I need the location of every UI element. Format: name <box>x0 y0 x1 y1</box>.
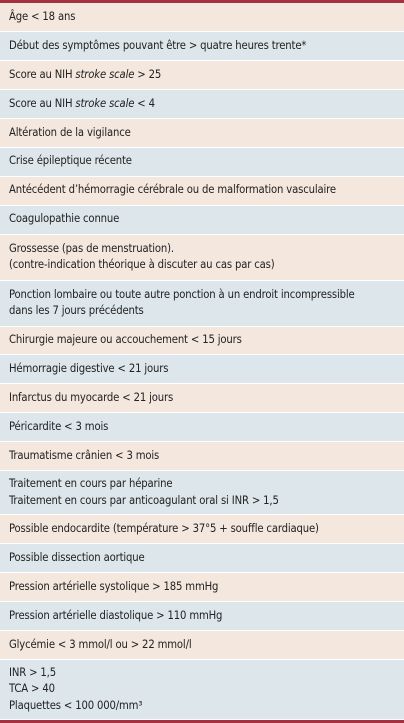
row-text: Antécédent d’hémorragie cérébrale ou de malformation vasculaire <box>9 183 336 197</box>
row-text: Traumatisme crânien < 3 mois <box>9 449 160 463</box>
table-row <box>0 515 404 544</box>
row-text: Possible dissection aortique <box>9 550 145 564</box>
row-text: Coagulopathie connue <box>9 212 120 226</box>
table-row <box>0 235 404 281</box>
row-text: TCA > 40 <box>9 682 55 696</box>
table-row <box>0 3 404 32</box>
row-text: Altération de la vigilance <box>9 125 131 139</box>
table-row <box>0 602 404 631</box>
row-text-suffix: < 4 <box>134 96 155 110</box>
table-row <box>0 471 404 515</box>
table-row <box>0 61 404 90</box>
row-text: Âge < 18 ans <box>9 9 76 23</box>
row-text: Début des symptômes pouvant être > quatre heures trente* <box>9 38 307 52</box>
row-text: Possible endocardite (température > 37°5 + souffle cardiaque) <box>9 521 319 535</box>
row-text-italic: stroke scale <box>75 96 135 110</box>
row-text-prefix: Score au NIH <box>9 96 76 110</box>
table-row <box>0 573 404 602</box>
row-text: INR > 1,5 <box>9 665 56 679</box>
row-text: Pression artérielle systolique > 185 mmHg <box>9 579 219 593</box>
row-text-suffix: > 25 <box>134 67 162 81</box>
table-row <box>0 442 404 471</box>
table-row <box>0 544 404 573</box>
table-row <box>0 355 404 384</box>
row-text: Pression artérielle diastolique > 110 mmHg <box>9 608 223 622</box>
table-row <box>0 281 404 327</box>
row-text: (contre-indication théorique à discuter au cas par cas) <box>9 258 275 272</box>
row-text: Grossesse (pas de menstruation). <box>9 241 174 255</box>
table-row <box>0 90 404 119</box>
row-text: Chirurgie majeure ou accouchement < 15 jours <box>9 333 242 347</box>
row-text: dans les 7 jours précédents <box>9 304 144 318</box>
table-row <box>0 631 404 660</box>
row-text: Traitement en cours par héparine <box>9 477 173 491</box>
table-row <box>0 384 404 413</box>
row-text: Plaquettes < 100 000/mm³ <box>9 698 143 712</box>
row-text-prefix: Score au NIH <box>9 67 76 81</box>
table-row <box>0 32 404 61</box>
row-text: Péricardite < 3 mois <box>9 420 109 434</box>
table-row <box>0 206 404 235</box>
row-text <box>9 67 395 84</box>
row-text: Infarctus du myocarde < 21 jours <box>9 391 174 405</box>
row-text <box>9 96 395 113</box>
row-text: Glycémie < 3 mmol/l ou > 22 mmol/l <box>9 637 192 651</box>
table-row <box>0 148 404 177</box>
row-text: Hémorragie digestive < 21 jours <box>9 362 169 376</box>
table-row <box>0 660 404 720</box>
row-text: Traitement en cours par anticoagulant oral si INR > 1,5 <box>9 493 279 507</box>
table-row <box>0 413 404 442</box>
row-text: Ponction lombaire ou toute autre ponction à un endroit incompressible <box>9 287 355 301</box>
row-text: Crise épileptique récente <box>9 154 132 168</box>
row-text-italic: stroke scale <box>75 67 135 81</box>
table-row <box>0 119 404 148</box>
table-row <box>0 177 404 206</box>
table-row <box>0 327 404 356</box>
